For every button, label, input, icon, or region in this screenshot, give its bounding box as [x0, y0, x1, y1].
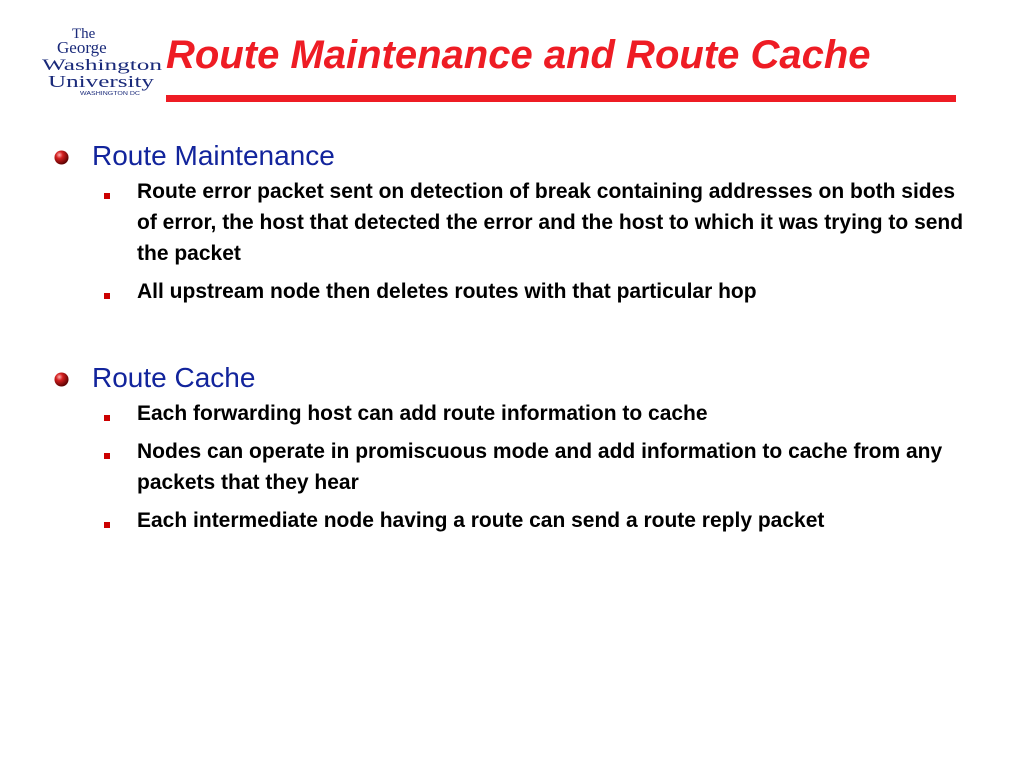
logo-word-university: University — [48, 72, 155, 91]
logo-word-the: The — [72, 26, 96, 42]
section-route-cache — [54, 358, 974, 543]
bullet-list — [54, 176, 974, 307]
section-heading-row — [54, 136, 974, 176]
slide-title: Route Maintenance and Route Cache — [166, 33, 871, 77]
list-item — [54, 398, 974, 429]
section-heading: Route Maintenance — [92, 140, 335, 171]
red-square-bullet-icon — [104, 415, 110, 421]
list-item — [54, 505, 974, 536]
list-item-text: Route error packet sent on detection of break containing addresses on both sides of error, the host that detected the error and the host to which it was trying to send the packet — [137, 180, 964, 265]
section-heading-row — [54, 358, 974, 398]
red-square-bullet-icon — [104, 453, 110, 459]
logo-word-washington: Washington — [42, 57, 162, 74]
section-route-maintenance — [54, 136, 974, 314]
logo-word-washington-dc: WASHINGTON DC — [80, 91, 141, 97]
list-item-text: Each intermediate node having a route can send a route reply packet — [137, 509, 825, 532]
list-item — [54, 436, 974, 498]
list-item — [54, 276, 974, 307]
list-item — [54, 176, 974, 269]
list-item-text: Nodes can operate in promiscuous mode and add information to cache from any packets that they hear — [137, 440, 943, 494]
logo-word-george: George — [57, 38, 107, 57]
section-heading: Route Cache — [92, 362, 256, 393]
bullet-list — [54, 398, 974, 536]
red-ball-bullet-icon — [54, 150, 69, 165]
red-ball-bullet-icon — [54, 372, 69, 387]
red-square-bullet-icon — [104, 522, 110, 528]
red-square-bullet-icon — [104, 193, 110, 199]
red-square-bullet-icon — [104, 293, 110, 299]
list-item-text: Each forwarding host can add route information to cache — [137, 402, 708, 425]
list-item-text: All upstream node then deletes routes with that particular hop — [137, 280, 757, 303]
